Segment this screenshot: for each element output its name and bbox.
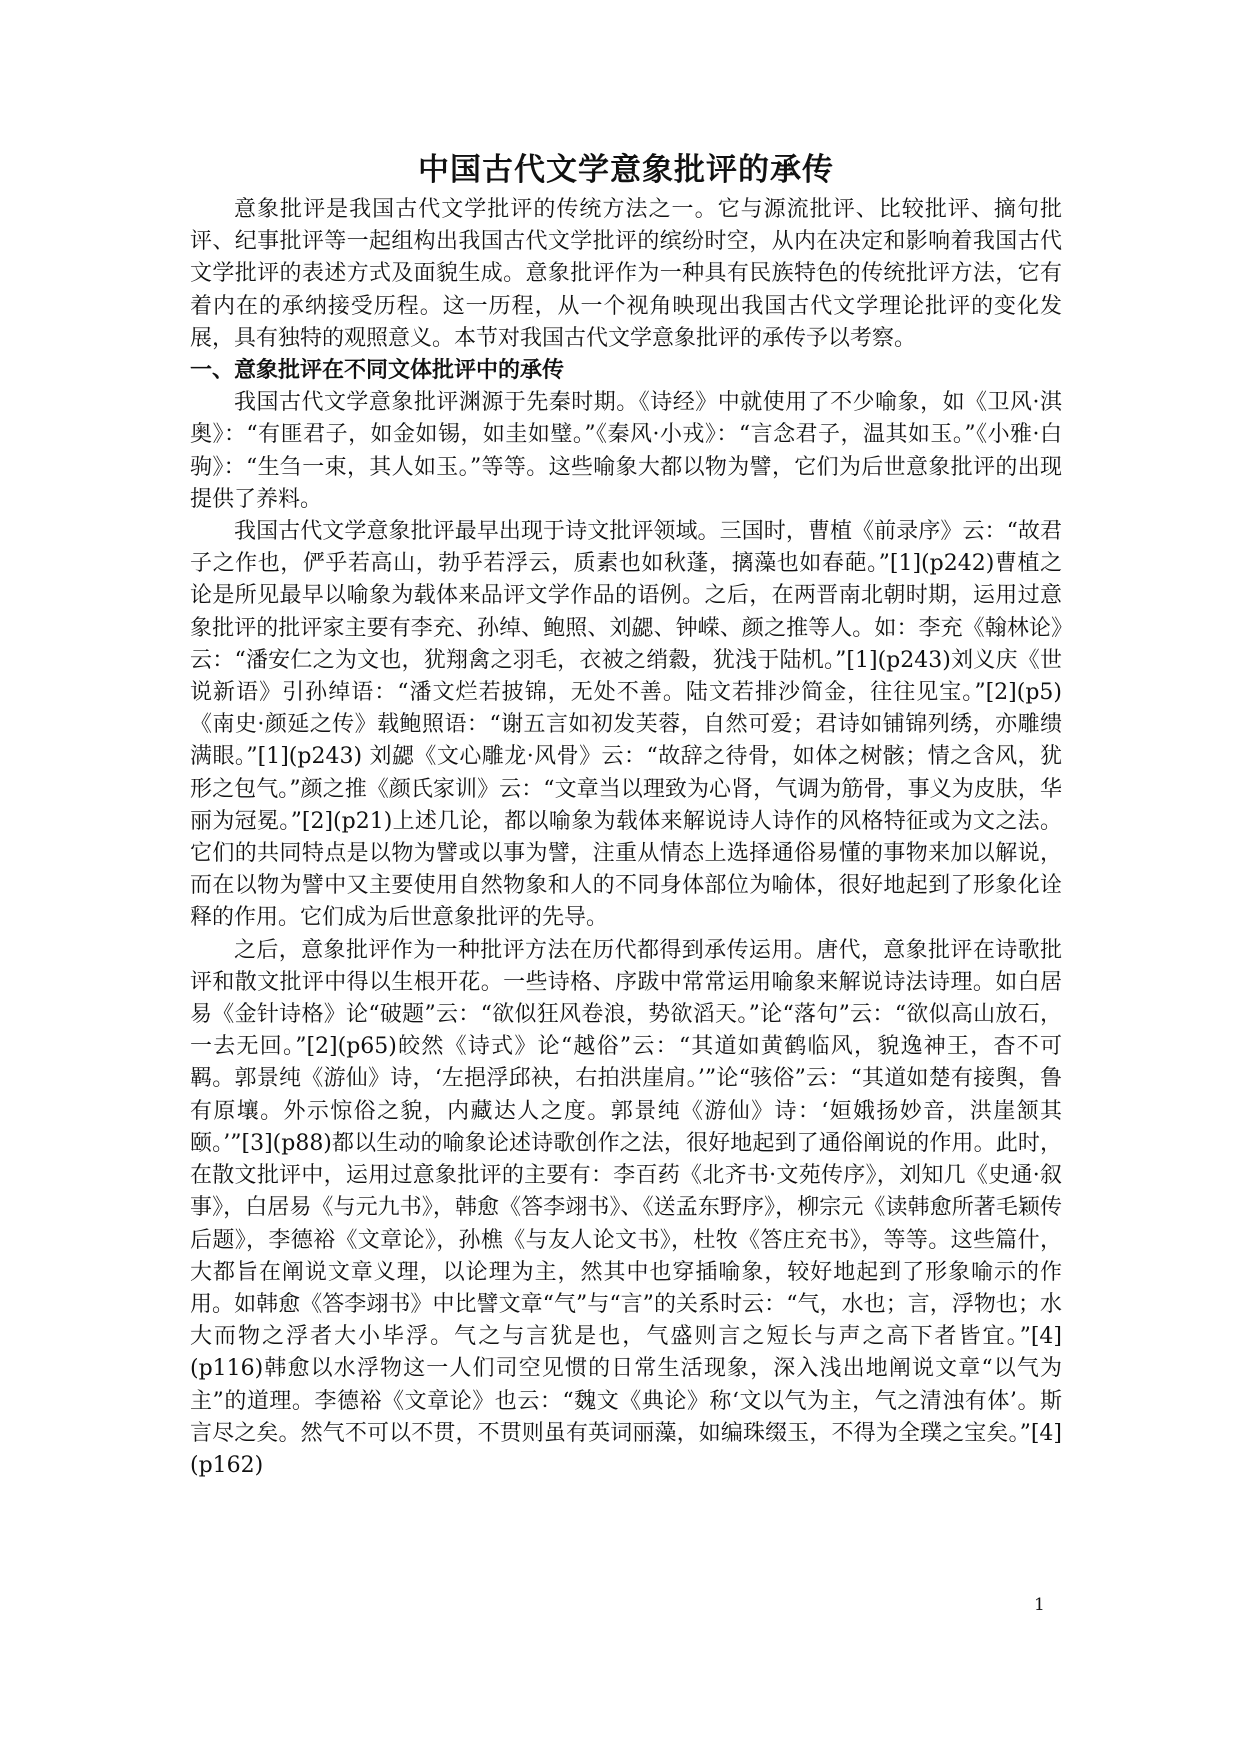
body-paragraph-1: 我国古代文学意象批评渊源于先秦时期。《诗经》中就使用了不少喻象，如《卫风·淇奥》：“有匪君子，如金如锡，如圭如璧。”《秦风·小戎》：“言念君子，温其如玉。”《小雅·白驹》：“生刍一束，其人如玉。”等等。这些喻象大都以物为譬，它们为后世意象批评的出现提供了养料。 bbox=[190, 390, 1062, 512]
body-paragraph-2: 我国古代文学意象批评最早出现于诗文批评领域。三国时，曹植《前录序》云：“故君子之作也，俨乎若高山，勃乎若浮云，质素也如秋蓬，摛藻也如春葩。”[1](p242)曹植之论是所见最早以喻象为载体来品评文学作品的语例。之后，在两晋南北朝时期，运用过意象批评的批评家主要有李充、孙绰、鲍照、刘勰、钟嵘、颜之推等人。如：李充《翰林论》云：“潘安仁之为文也，犹翔禽之羽毛，衣被之绡縠，犹浅于陆机。”[1](p243)刘义庆《世说新语》引孙绰语：“潘文烂若披锦，无处不善。陆文若排沙简金，往往见宝。”[2](p5)《南史·颜延之传》载鲍照语：“谢五言如初发芙蓉，自然可爱；君诗如铺锦列绣，亦雕缋满眼。”[1](p243) 刘勰《文心雕龙·风骨》云：“故辞之待骨，如体之树骸；情之含风，犹形之包气。”颜之推《颜氏家训》云：“文章当以理致为心肾，气调为筋骨，事义为皮肤，华丽为冠冕。”[2](p21)上述几论，都以喻象为载体来解说诗人诗作的风格特征或为文之法。它们的共同特点是以物为譬或以事为譬，注重从情态上选择通俗易懂的事物来加以解说，而在以物为譬中又主要使用自然物象和人的不同身体部位为喻体，很好地起到了形象化诠释的作用。它们成为后世意象批评的先导。 bbox=[190, 519, 1062, 931]
body-paragraph-3: 之后，意象批评作为一种批评方法在历代都得到承传运用。唐代，意象批评在诗歌批评和散文批评中得以生根开花。一些诗格、序跋中常常运用喻象来解说诗法诗理。如白居易《金针诗格》论“破题”云：“欲似狂风卷浪，势欲滔天。”论“落句”云：“欲似高山放石，一去无回。”[2](p65)皎然《诗式》论“越俗”云：“其道如黄鹤临风，貌逸神王，杳不可羁。郭景纯《游仙》诗，‘左挹浮邱袂，右拍洪崖肩。’”论“骇俗”云：“其道如楚有接舆，鲁有原壤。外示惊俗之貌，内藏达人之度。郭景纯《游仙》诗：‘姮娥扬妙音，洪崖颔其颐。’”[3](p88)都以生动的喻象论述诗歌创作之法，很好地起到了通俗阐说的作用。此时，在散文批评中，运用过意象批评的主要有：李百药《北齐书·文苑传序》，刘知几《史通·叙事》，白居易《与元九书》，韩愈《答李翊书》、《送孟东野序》，柳宗元《读韩愈所著毛颖传后题》，李德裕《文章论》，孙樵《与友人论文书》，杜牧《答庄充书》，等等。这些篇什，大都旨在阐说文章义理，以论理为主，然其中也穿插喻象，较好地起到了形象喻示的作用。如韩愈《答李翊书》中比譬文章“气”与“言”的关系时云：“气，水也；言，浮物也；水大而物之浮者大小毕浮。气之与言犹是也，气盛则言之短长与声之高下者皆宜。”[4](p116)韩愈以水浮物这一人们司空见惯的日常生活现象，深入浅出地阐说文章“以气为主”的道理。李德裕《文章论》也云：“魏文《典论》称‘文以气为主，气之清浊有体’。斯言尽之矣。然气不可以不贯，不贯则虽有英词丽藻，如编珠缀玉，不得为全璞之宝矣。”[4](p162) bbox=[190, 937, 1062, 1478]
document-title: 中国古代文学意象批评的承传 bbox=[418, 152, 834, 188]
section-heading: 一、意象批评在不同文体批评中的承传 bbox=[190, 358, 565, 384]
page-number: 1 bbox=[1034, 1595, 1045, 1615]
document-page bbox=[190, 148, 1062, 1482]
intro-paragraph: 意象批评是我国古代文学批评的传统方法之一。它与源流批评、比较批评、摘句批评、纪事批评等一起组构出我国古代文学批评的缤纷时空，从内在决定和影响着我国古代文学批评的表述方式及面貌生成。意象批评作为一种具有民族特色的传统批评方法，它有着内在的承纳接受历程。这一历程，从一个视角映现出我国古代文学理论批评的变化发展，具有独特的观照意义。本节对我国古代文学意象批评的承传予以考察。 bbox=[190, 197, 1062, 351]
